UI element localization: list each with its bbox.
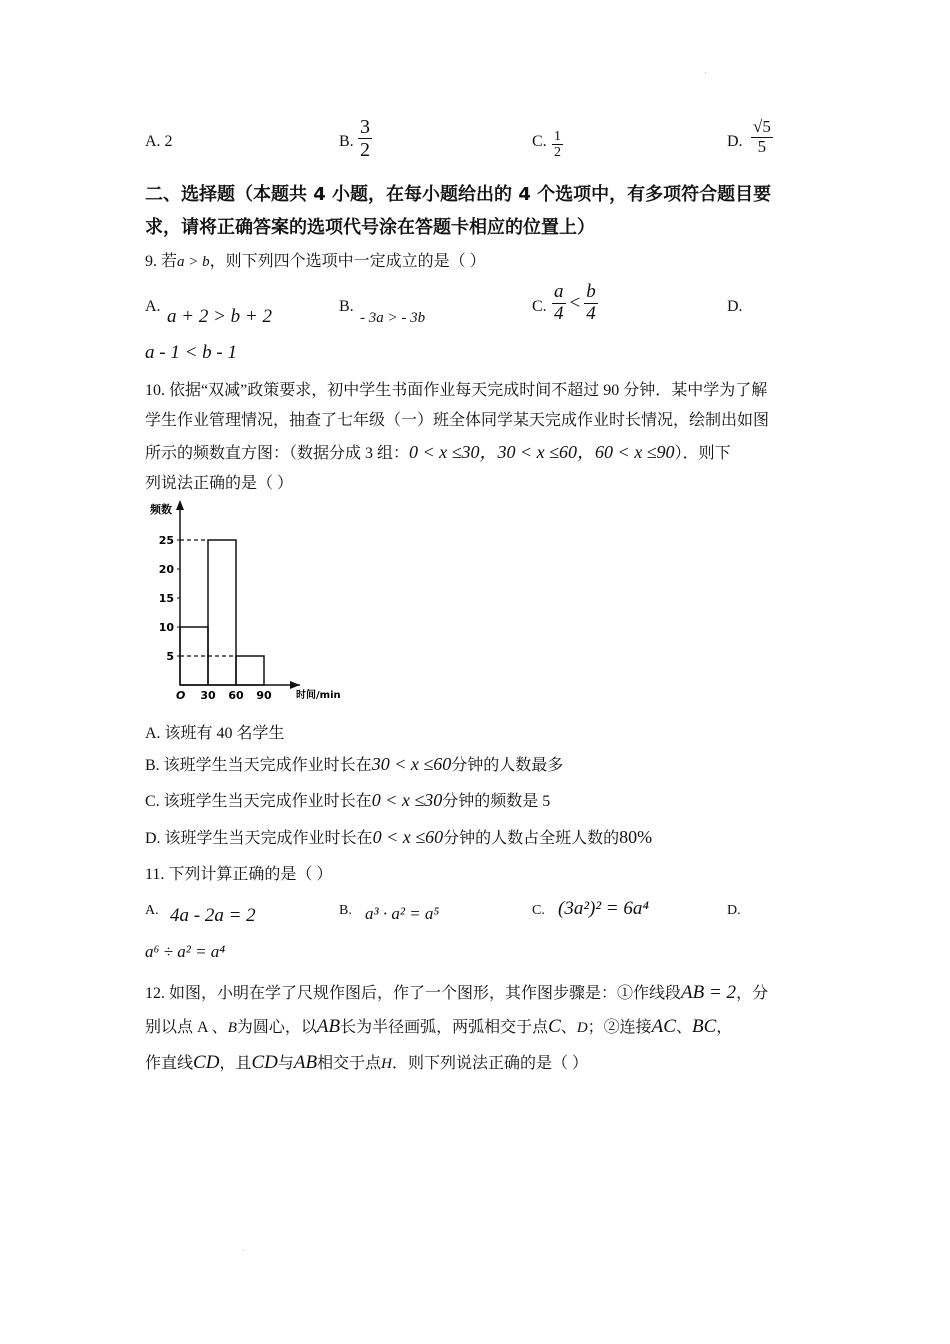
numerator: 1 [554,129,561,144]
frequency-histogram [150,495,370,710]
q10-option-b [145,752,563,775]
q11-stem: 11. 下列计算正确的是（ ） [145,866,333,883]
q10-c-interval: 0 < x ≤30 [371,790,443,810]
q10-option-c [145,788,550,811]
x-axis-label: 时间/min [296,690,341,701]
section2-heading-line2: 求，请将正确答案的选项代号涂在答题卡相应的位置上） [145,217,595,238]
y-tick-label-15: 15 [158,592,174,605]
fraction-a-over-4 [552,282,566,325]
q10-stem-line1: 10. 依据“双减”政策要求，初中学生书面作业每天完成时间不超过 90 分钟．某中学为了解 [145,382,768,399]
q8-option-b-fraction [358,116,372,161]
q10-d-mid: 分钟的人数占全班人数的 [443,830,620,847]
q8-option-c-fraction [552,129,563,161]
q9-option-c-label: C. [532,298,547,315]
y-tick-label-5: 5 [166,650,174,663]
numerator: √5 [753,117,771,136]
q12-l2-t1: 别以点 A 、 [145,1019,228,1036]
less-than: < [569,292,581,314]
q12-l3-t1: 作直线 [145,1055,194,1072]
q12-l2-t6: 、 [675,1019,692,1036]
q10-c-tail: 分钟的频数是 5 [442,793,551,810]
q10-line3-end: ）．则下 [674,445,731,462]
q12-l1-end: ，分 [736,985,769,1002]
q12-stem-line3 [145,1050,588,1074]
q10-d-percent: 80% [619,827,653,847]
q12-l2-t2: 为圆心，以 [236,1019,317,1036]
q11-option-d-expr: a⁶ ÷ a² = a⁴ [145,942,226,961]
x-tick-label-30: 30 [200,689,216,702]
denominator: 2 [360,139,370,161]
q9-option-d-label: D. [727,298,743,315]
q10-option-a: A. 该班有 40 名学生 [145,725,285,742]
numerator: a [554,281,564,302]
q11-option-a-label: A. [145,903,159,918]
q9-prefix: 9. 若 [145,253,178,270]
q9-suffix: ，则下列四个选项中一定成立的是（ ） [209,253,486,270]
q12-l3-m1: CD [193,1052,220,1073]
q8-option-d-label: D. [727,133,743,150]
y-tick-label-20: 20 [158,563,174,576]
speck [705,72,706,73]
q8-option-d-fraction [751,118,773,156]
q12-l2-m4: D [576,1020,588,1036]
q12-l3-m4: H [381,1056,392,1072]
q10-line3-intervals: 0 < x ≤30，30 < x ≤60，60 < x ≤90 [409,442,675,462]
q11-option-b-expr: a³ · a² = a⁵ [365,904,440,923]
speck [243,1250,244,1251]
q11-option-d-label: D. [727,903,741,918]
q12-l2-t4: 、 [560,1019,577,1036]
q12-l3-m2: CD [251,1052,278,1073]
section2-heading-line1: 二、选择题（本题共 4 小题，在每小题给出的 4 个选项中，有多项符合题目要 [145,184,772,205]
q12-l3-t2: ，且 [219,1055,252,1072]
q12-stem-line2 [145,1014,732,1038]
q10-stem-line3 [145,438,731,464]
x-axis-arrow [290,681,300,689]
q9-stem [145,248,486,271]
denominator: 5 [757,136,767,156]
q10-option-d [145,825,652,848]
q11-option-c-label: C. [532,903,545,918]
y-tick-label-10: 10 [158,621,174,634]
q10-c-text: C. 该班学生当天完成作业时长在 [145,793,372,810]
histogram-bar-60-90 [236,656,264,685]
q12-l2-m1: B [227,1020,237,1036]
q12-l3-t5: ．则下列说法正确的是（ ） [391,1055,588,1072]
q12-l3-t3: 与 [277,1055,294,1072]
q10-d-text: D. 该班学生当天完成作业时长在 [145,830,373,847]
numerator: b [586,281,596,302]
q9-option-d-expr: a - 1 < b - 1 [145,342,237,363]
q10-stem-line2: 学生作业管理情况，抽查了七年级（一）班全体同学某天完成作业时长情况，绘制出如图 [145,412,770,429]
denominator: 4 [586,302,596,324]
x-tick-label-60: 60 [228,689,244,702]
q9-option-a-expr: a + 2 > b + 2 [167,306,272,327]
y-axis-arrow [176,500,184,510]
q12-l1-text: 12. 如图，小明在学了尺规作图后，作了一个图形，其作图步骤是：①作线段 [145,985,682,1002]
q10-b-interval: 30 < x ≤60 [371,754,452,774]
q9-option-c-expr [552,282,598,325]
q12-stem-line1 [145,980,768,1004]
q12-l2-m2: AB [316,1016,341,1037]
q12-l2-t3: 长为半径画弧，两弧相交于点 [340,1019,549,1036]
histogram-bar-30-60 [208,540,236,685]
q9-option-b-expr: - 3a > - 3b [360,310,426,326]
q12-l2-t7: ， [716,1019,733,1036]
x-tick-label-90: 90 [256,689,272,702]
q12-l2-t5: ；②连接 [587,1019,652,1036]
q10-stem-line4: 列说法正确的是（ ） [145,475,294,492]
q10-d-interval: 0 < x ≤60 [372,827,444,847]
denominator: 4 [554,302,564,324]
q9-option-b-label: B. [339,298,354,315]
q11-option-c-expr: (3a²)² = 6a⁴ [558,898,649,919]
y-tick-label-25: 25 [158,534,174,547]
q8-option-c-label: C. [532,133,547,150]
q11-option-a-expr: 4a - 2a = 2 [170,905,256,926]
q12-l1-ab: AB = 2 [681,982,737,1003]
q11-option-b-label: B. [339,903,352,918]
q12-l3-m3: AB [293,1052,318,1073]
q8-option-b-label: B. [339,133,354,150]
fraction-b-over-4 [584,282,598,325]
denominator: 2 [554,145,561,161]
q9-condition: a > b [177,254,210,270]
q12-l3-t4: 相交于点 [317,1055,382,1072]
q10-b-text: B. 该班学生当天完成作业时长在 [145,757,372,774]
q12-l2-m5: AC [651,1016,676,1037]
numerator: 3 [360,116,370,138]
q10-b-tail: 分钟的人数最多 [451,757,564,774]
q12-l2-m6: BC [691,1016,717,1037]
q8-option-a: A. 2 [145,133,173,150]
q12-l2-m3: C [548,1016,561,1037]
y-axis-label: 频数 [150,503,172,516]
q10-line3-text: 所示的频数直方图：（数据分成 3 组： [145,445,410,462]
origin-label: O [176,689,186,702]
q9-option-a-label: A. [145,298,161,315]
